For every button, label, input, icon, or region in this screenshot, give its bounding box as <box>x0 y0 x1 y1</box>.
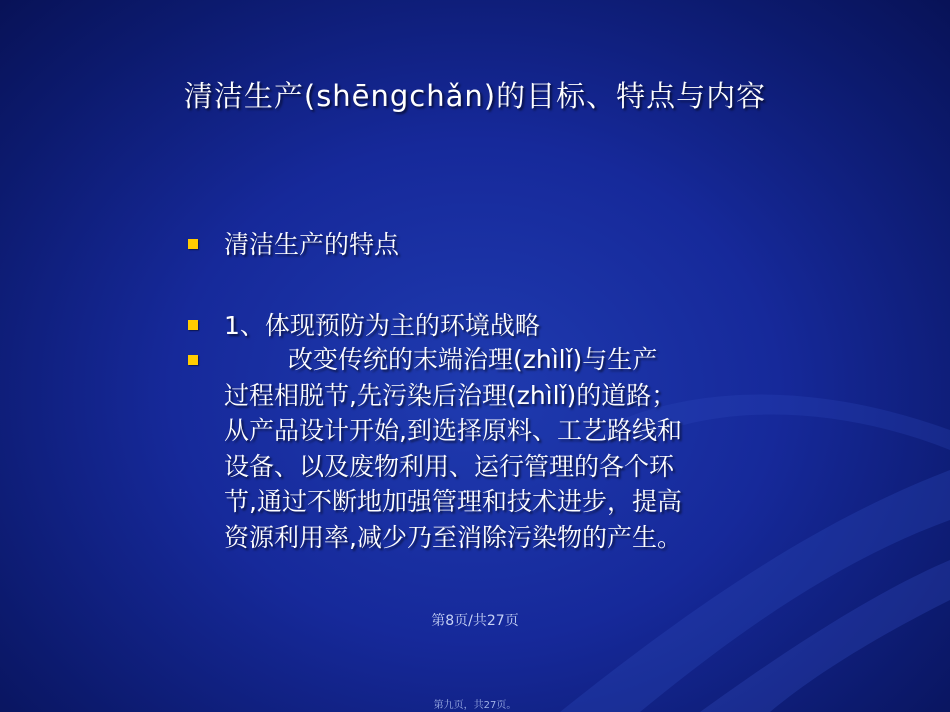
footer-note: 第九页，共27页。 <box>433 700 517 711</box>
paragraph-line: 资源利用率,减少乃至消除污染物的产生。 <box>224 522 682 552</box>
paragraph-line: 节,通过不断地加强管理和技术进步，提高 <box>224 487 682 516</box>
paragraph-line: 从产品设计开始,到选择原料、工艺路线和 <box>224 416 682 445</box>
square-bullet-icon <box>188 239 198 249</box>
paragraph-line: 过程相脱节,先污染后治理(zhìlǐ)的道路； <box>224 380 677 410</box>
bullet-text: 1、体现预防为主的环境战略 <box>224 311 540 340</box>
square-bullet-icon <box>188 320 198 330</box>
paragraph-line: 设备、以及废物利用、运行管理的各个环 <box>224 451 675 481</box>
slide-title: 清洁生产(shēngchǎn)的目标、特点与内容 <box>183 79 767 113</box>
bullet-item-prevention <box>188 309 540 343</box>
bullet-text: 清洁生产的特点 <box>224 230 400 259</box>
square-bullet-icon <box>188 355 198 365</box>
body-paragraph <box>224 342 784 555</box>
paragraph-line: 改变传统的末端治理(zhìlǐ)与生产 <box>288 345 658 374</box>
page-number: 第8页/共27页 <box>431 613 519 629</box>
bullet-item-features <box>188 228 399 262</box>
bullet-item-paragraph <box>188 344 224 365</box>
